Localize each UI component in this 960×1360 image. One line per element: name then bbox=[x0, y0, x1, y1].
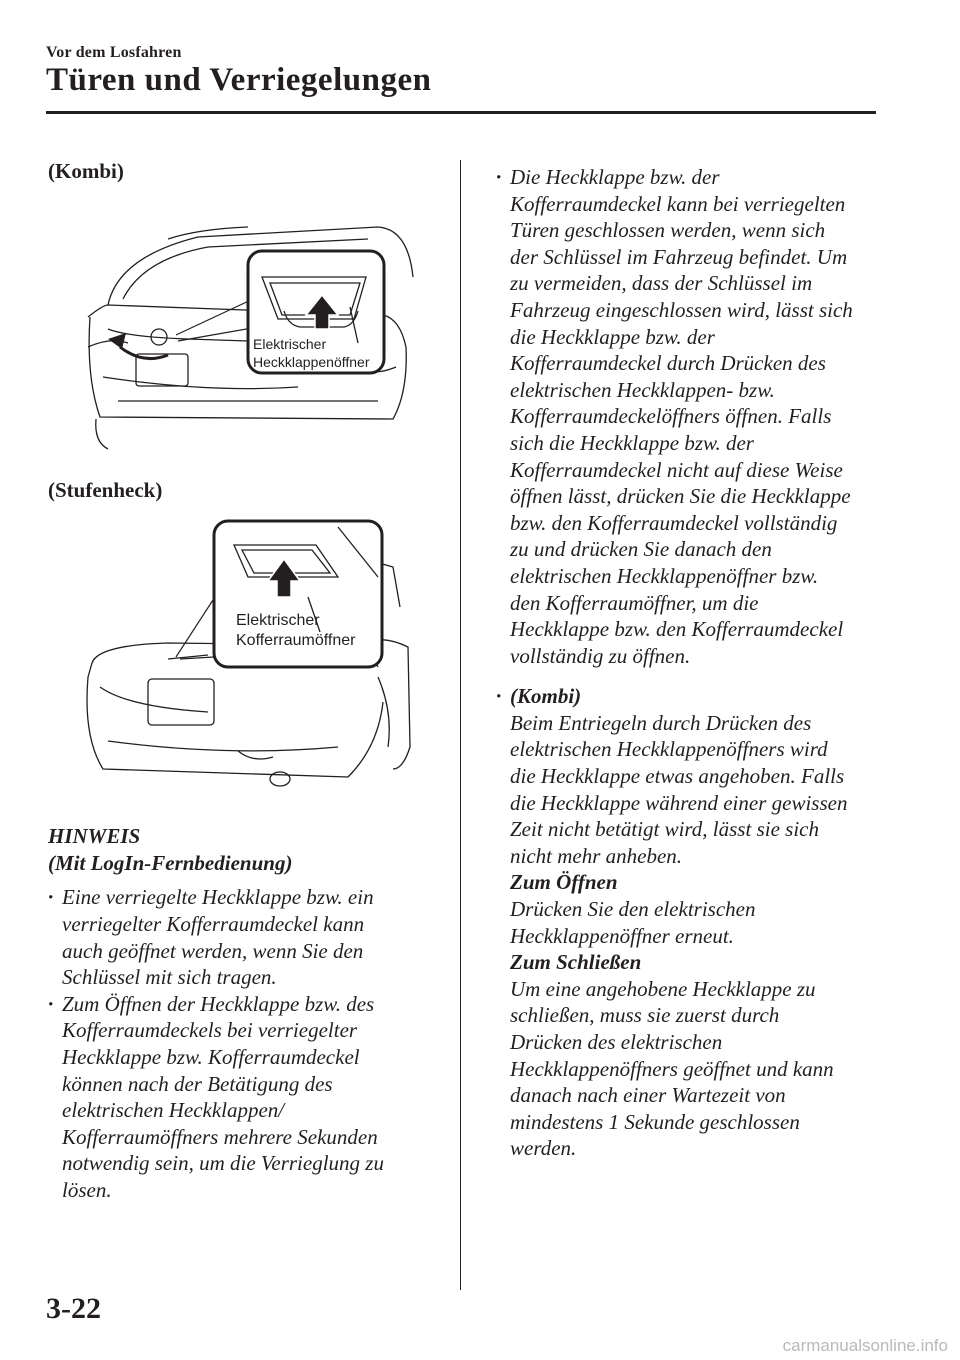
note-bullet-4: · (Kombi) Beim Entriegeln durch Drücken des elektrischen Heckklappenöffners wird die Heckklappe etwas angehoben. Falls die Heckklappe während einer gewissen Zeit nicht betätigt wird, lässt sie sich nicht mehr anheben. Zum Öffnen Drücken Sie den elektrischen Heckklappenöffner erneut. Zum Schließen Um eine angehobene Heckklappe zu schließen, muss sie zuerst durch Drücken des elektrischen Heckklappenöffners geöffnet und kann danach nach einer Wartezeit von mindestens 1 Sekunde geschlossen werden. bbox=[496, 683, 886, 1162]
close-heading: Zum Schließen bbox=[510, 950, 642, 975]
column-divider bbox=[460, 160, 461, 1290]
note-bullet-2: · Zum Öffnen der Heckklappe bzw. des Kofferraumdeckels bei verriegelter Heckklappe bzw. Kofferraumdeckel können nach der Betätigung des elektrischen Heckklappen/ Kofferraumöffners mehrere Sekunden notwendig sein, um die Verrieglung zu lösen. bbox=[48, 991, 448, 1204]
section-label: Vor dem Losfahren bbox=[46, 44, 182, 61]
stufenheck-callout-label: Elektrischer Kofferraumöffner bbox=[236, 612, 356, 650]
kombi-heading: (Kombi) bbox=[48, 159, 124, 183]
note-subtitle: (Mit LogIn-Fernbedienung) bbox=[48, 850, 293, 875]
open-heading: Zum Öffnen bbox=[510, 870, 618, 895]
stufenheck-heading: (Stufenheck) bbox=[48, 477, 163, 502]
kombi-figure bbox=[48, 187, 448, 455]
stufenheck-figure bbox=[48, 507, 448, 807]
chapter-title: Türen und Verriegelungen bbox=[46, 62, 432, 98]
note-bullet-1: · Eine verriegelte Heckklappe bzw. ein verriegelter Kofferraumdeckel kann auch geöffnet werden, wenn Sie den Schlüssel mit sich tragen. bbox=[48, 884, 448, 990]
header-rule bbox=[46, 111, 876, 114]
left-column bbox=[48, 158, 448, 1204]
stufenheck-rear-car-illustration bbox=[48, 507, 448, 807]
page-number: 3-22 bbox=[46, 1292, 101, 1325]
watermark: carmanualsonline.info bbox=[782, 1336, 948, 1355]
bullet-4-heading: · (Kombi) bbox=[510, 684, 582, 709]
note-bullet-3: · Die Heckklappe bzw. der Kofferraumdeckel kann bei verriegelten Türen geschlossen werden, wenn sich der Schlüssel im Fahrzeug befindet. Um zu vermeiden, dass der Schlüssel im Fahrzeug eingeschlossen wird, lässt sich die Heckklappe bzw. der Kofferraumdeckel durch Drücken des elektrischen Heckklappen- bzw. Kofferraumdeckelöffners öffnen. Falls sich die Heckklappe bzw. der Kofferraumdeckel nicht auf diese Weise öffnen lässt, drücken Sie die Heckklappe bzw. den Kofferraumdeckel vollständig zu und drücken Sie danach den elektrischen Heckklappenöffner bzw. den Kofferraumöffner, um die Heckklappe bzw. den Kofferraumdeckel vollständig zu öffnen. bbox=[496, 164, 886, 669]
kombi-rear-car-illustration bbox=[48, 187, 448, 455]
note-title: HINWEIS bbox=[48, 824, 141, 849]
kombi-callout-label: Elektrischer Heckklappenöffner bbox=[253, 335, 370, 370]
right-column bbox=[496, 164, 886, 1162]
